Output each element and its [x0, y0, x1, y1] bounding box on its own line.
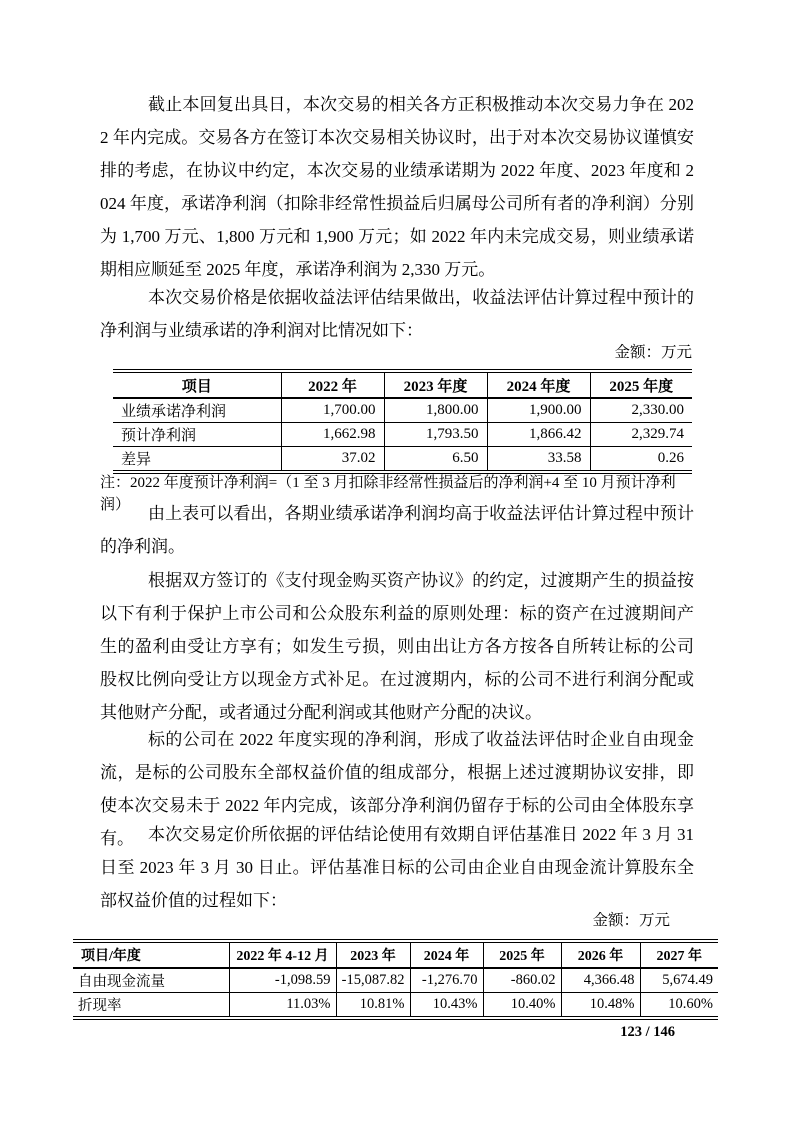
table1-header-item: 项目 [113, 373, 281, 398]
table-header-row [73, 943, 718, 968]
table1-cell: 0.26 [590, 447, 692, 471]
paragraph-transaction-completion: 截止本回复出具日，本次交易的相关各方正积极推动本次交易力争在 2022 年内完成。交易各方在签订本次交易相关协议时，出于对本次交易协议谨慎安排的考虑，在协议中约定，本次交易的业绩承诺期为 2022 年度、2023 年度和 2024 年度，承诺净利润（扣除非经常性损益后归属母公司所有者的净利润）分别为 1,700 万元、1,800 万元和 1,900 万元；如 2022 年内未完成交易，则业绩承诺期相应顺延至 2025 年度，承诺净利润为 2,330 万元。 [100, 95, 694, 279]
paragraph-price-basis: 本次交易价格是依据收益法评估结果做出，收益法评估计算过程中预计的净利润与业绩承诺的净利润对比情况如下： [100, 288, 694, 340]
table1-cell: 6.50 [384, 447, 487, 471]
table1-cell: 1,800.00 [384, 398, 487, 423]
profit-comparison-table [113, 369, 692, 474]
paragraph-conclusion-table1: 由上表可以看出，各期业绩承诺净利润均高于收益法评估计算过程中预计的净利润。 [100, 504, 694, 556]
table2-header-2023: 2023 年 [336, 943, 410, 968]
unit-label-table2: 金额：万元 [592, 912, 670, 929]
table1-cell: 33.58 [487, 447, 590, 471]
table-row [113, 398, 692, 423]
table2-cell: -15,087.82 [336, 968, 410, 993]
table2-cell: -1,098.59 [229, 968, 336, 993]
table2-cell: -1,276.70 [410, 968, 483, 993]
table2-row-label: 自由现金流量 [73, 968, 229, 993]
table2-cell: 10.81% [336, 993, 410, 1017]
table2-header-2026: 2026 年 [561, 943, 640, 968]
free-cash-flow-table [73, 939, 718, 1020]
table2-row-label: 折现率 [78, 998, 122, 1014]
table2-cell: 11.03% [229, 993, 336, 1017]
paragraph-transition-period-agreement: 根据双方签订的《支付现金购买资产协议》的约定，过渡期产生的损益按以下有利于保护上市公司和公众股东利益的原则处理：标的资产在过渡期间产生的盈利由受让方享有；如发生亏损，则由出让方各方按各自所转让标的公司股权比例向受让方以现金方式补足。在过渡期内，标的公司不进行利润分配或其他财产分配，或者通过分配利润或其他财产分配的决议。 [100, 571, 694, 722]
table1-cell: 1,662.98 [281, 423, 384, 447]
table1-cell: 1,793.50 [384, 423, 487, 447]
paragraph-valuation-validity: 本次交易定价所依据的评估结论使用有效期自评估基准日 2022 年 3 月 31 日至 2023 年 3 月 30 日止。评估基准日标的公司由企业自由现金流计算股东全部权益价值的过程如下： [100, 825, 694, 910]
table1-cell: 2,330.00 [590, 398, 692, 423]
table2-cell: 5,674.49 [640, 968, 718, 993]
table1-header-2023: 2023 年度 [384, 373, 487, 398]
table-row [73, 968, 718, 993]
table1-cell: 1,900.00 [487, 398, 590, 423]
table2-cell: 10.43% [410, 993, 483, 1017]
table-row [73, 993, 718, 1017]
table2-cell: 10.48% [561, 993, 640, 1017]
table1-row-label: 差异 [121, 452, 152, 468]
table-row [113, 423, 692, 447]
table2-cell: 10.40% [483, 993, 561, 1017]
page-number: 123 / 146 [620, 1024, 675, 1040]
table1-header-2022: 2022 年 [281, 373, 384, 398]
table2-header-2025: 2025 年 [483, 943, 561, 968]
table2-header-2024: 2024 年 [410, 943, 483, 968]
table1-header-2025: 2025 年度 [590, 373, 692, 398]
table1-cell: 2,329.74 [590, 423, 692, 447]
table2-cell: -860.02 [483, 968, 561, 993]
table2-header-2022: 2022 年 4-12 月 [229, 943, 336, 968]
table1-row-label: 业绩承诺净利润 [113, 398, 281, 423]
table1-cell: 1,866.42 [487, 423, 590, 447]
table1-header-2024: 2024 年度 [487, 373, 590, 398]
unit-label-table1: 金额：万元 [614, 344, 692, 361]
table2-header-item: 项目/年度 [73, 943, 229, 968]
table-row [113, 447, 692, 471]
table2-header-2027: 2027 年 [640, 943, 718, 968]
table1-row-label: 预计净利润 [113, 423, 281, 447]
table-header-row [113, 373, 692, 398]
table2-cell: 4,366.48 [561, 968, 640, 993]
paragraph-2022-profit-retention: 标的公司在 2022 年度实现的净利润，形成了收益法评估时企业自由现金流，是标的公司股东全部权益价值的组成部分，根据上述过渡期协议安排，即使本次交易未于 2022 年内完成，该部分净利润仍留存于标的公司由全体股东享有。 [100, 730, 694, 848]
table2-cell: 10.60% [640, 993, 718, 1017]
table1-footnote: 注：2022 年度预计净利润=（1 至 3 月扣除非经常性损益后的净利润+4 至 10 月预计净利润） [100, 475, 676, 513]
table1-cell: 1,700.00 [281, 398, 384, 423]
table1-cell: 37.02 [281, 447, 384, 471]
